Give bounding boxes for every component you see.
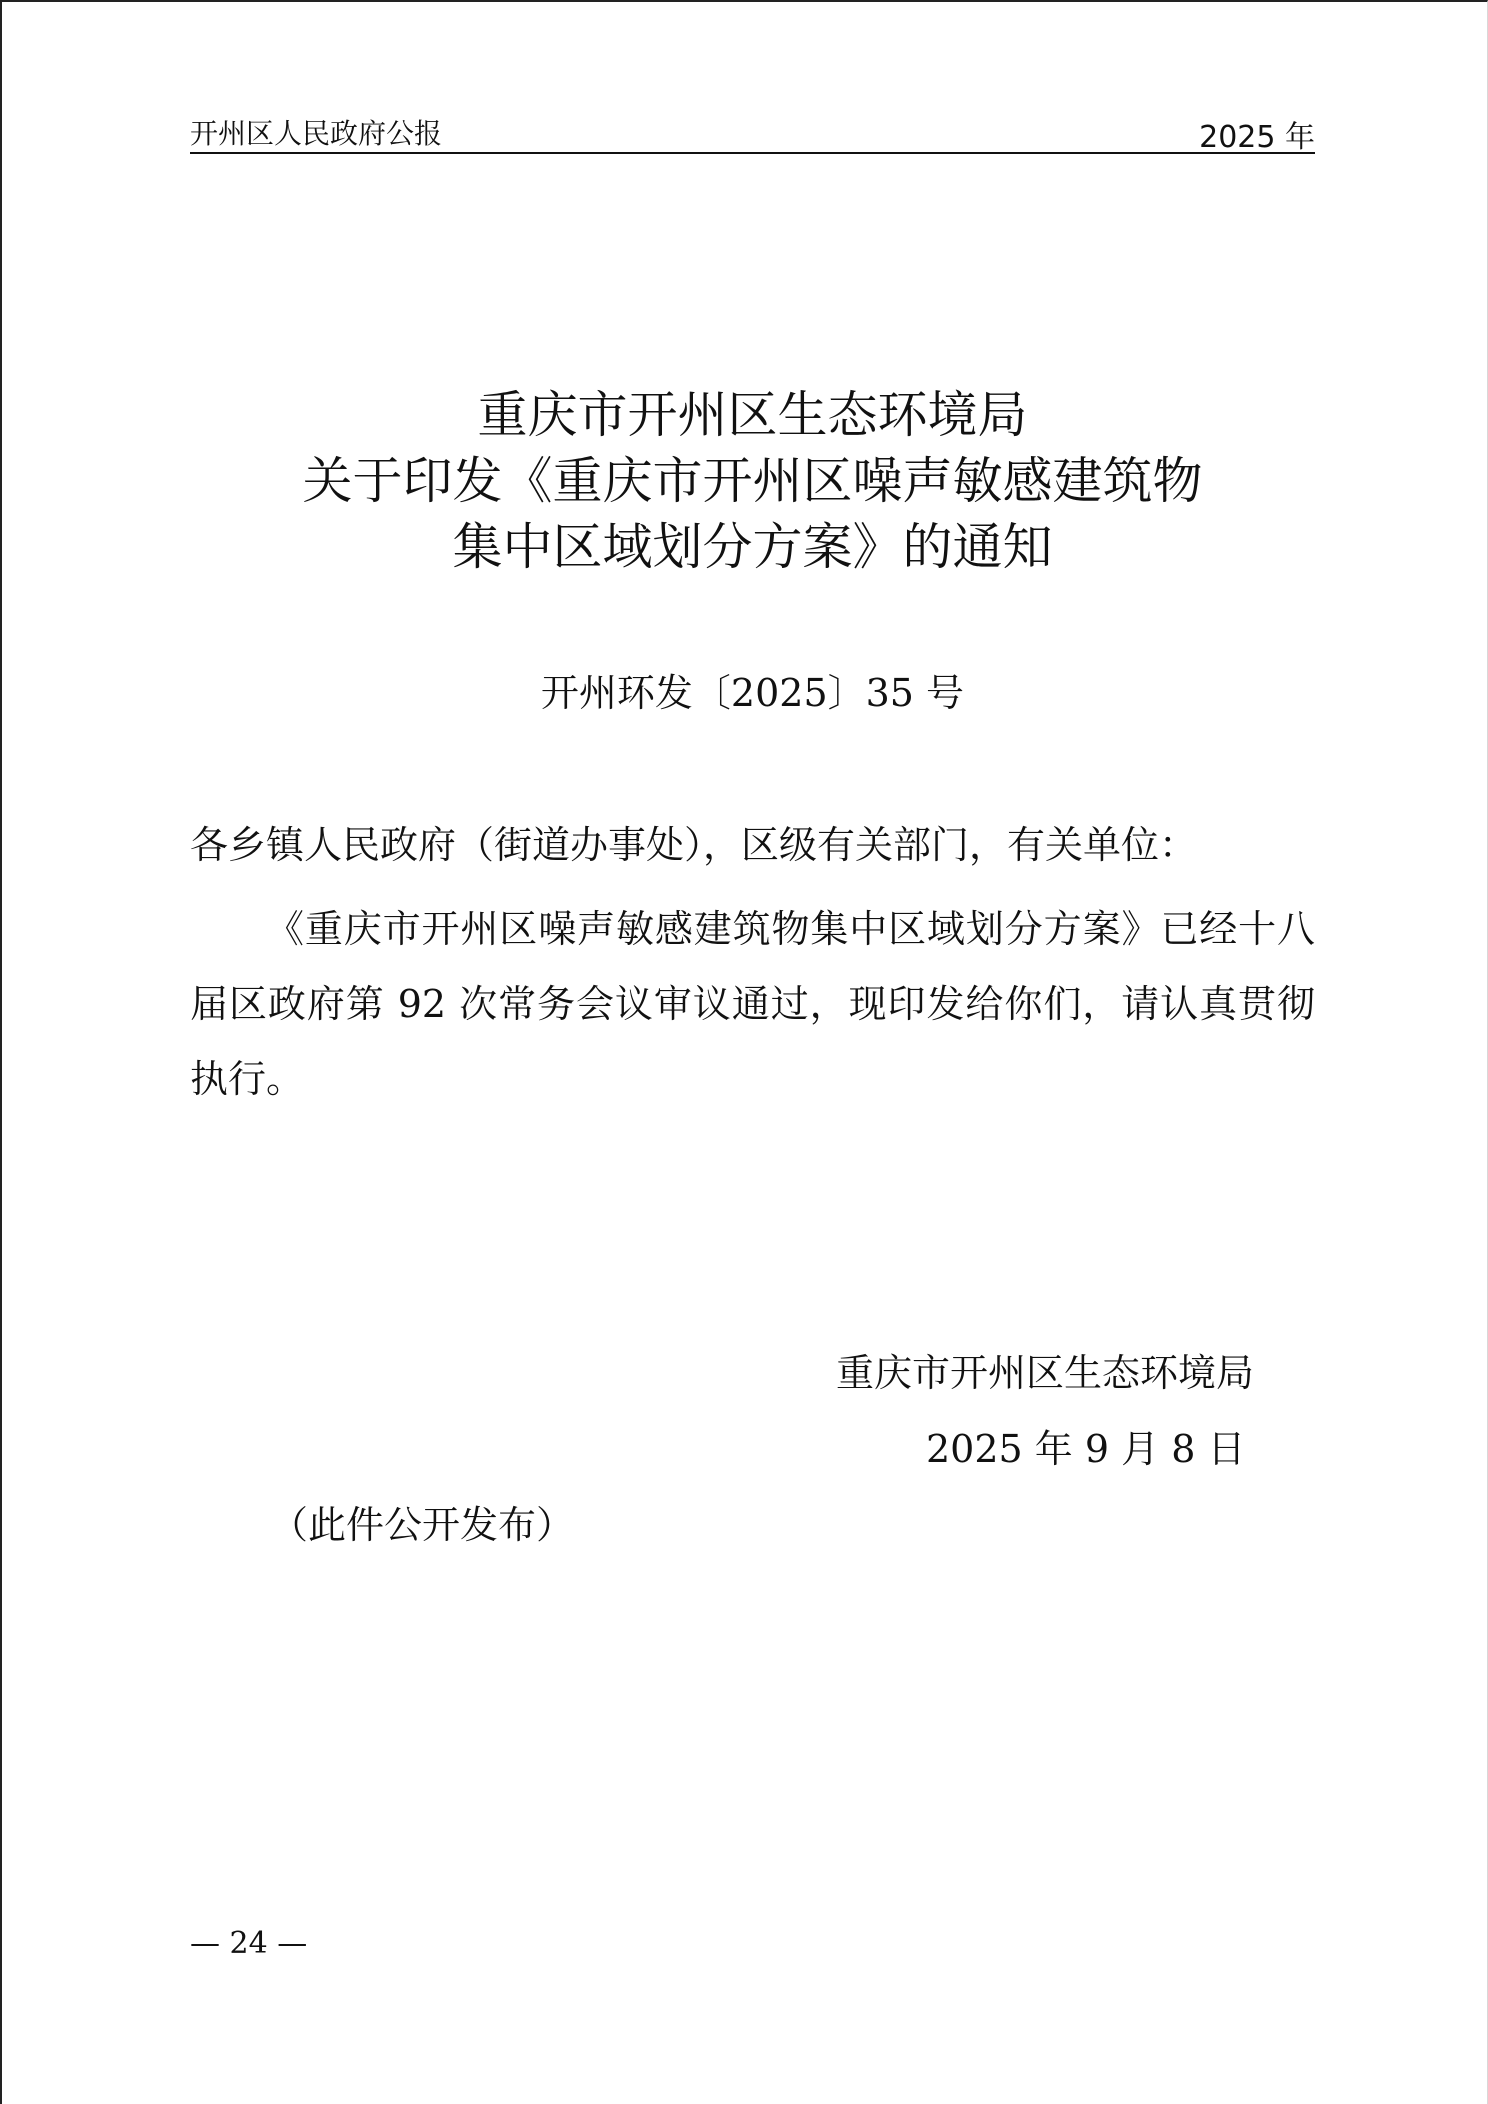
disclosure-note: （此件公开发布） [270,1503,575,1547]
page-number: — 24 — [190,1926,308,1961]
running-header [190,110,1315,154]
publication-year: 2025 年 [1199,120,1315,155]
publication-name: 开州区人民政府公报 [190,117,443,150]
body-paragraph: 《重庆市开州区噪声敏感建筑物集中区域划分方案》已经十八届区政府第 92 次常务会议审议通过，现印发给你们，请认真贯彻执行。 [190,907,1315,1101]
issue-date: 2025 年 9 月 8 日 [926,1427,1246,1471]
issuing-authority: 重庆市开州区生态环境局 [836,1351,1255,1395]
document-title [190,382,1315,580]
document-number: 开州环发〔2025〕35 号 [540,671,965,715]
title-line-3: 集中区域划分方案》的通知 [452,518,1053,576]
title-line-2: 关于印发《重庆市开州区噪声敏感建筑物 [302,452,1203,510]
addressee: 各乡镇人民政府（街道办事处），区级有关部门，有关单位： [190,823,1198,867]
title-line-1: 重庆市开州区生态环境局 [477,386,1028,444]
